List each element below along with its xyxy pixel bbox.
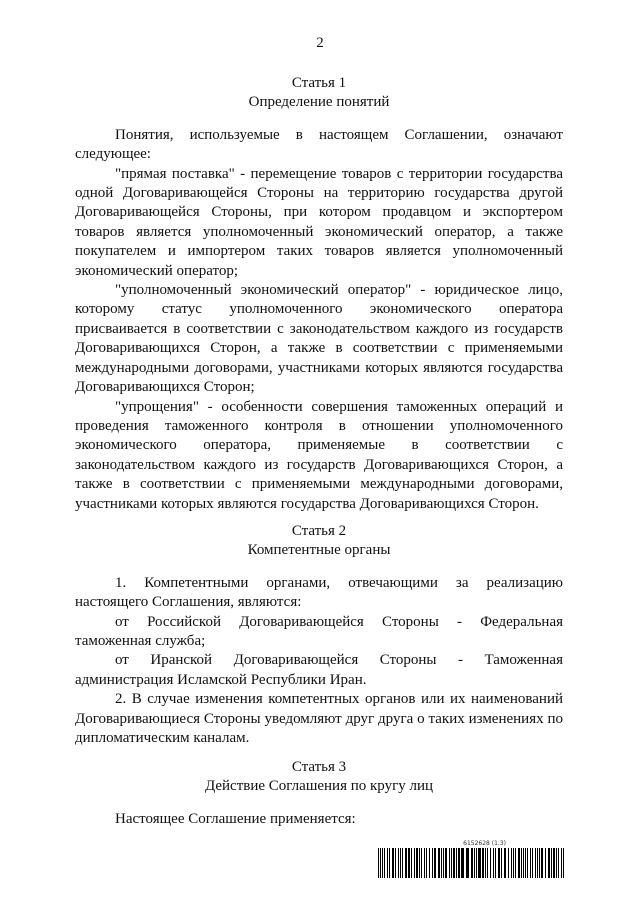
article-2-subtitle: Компетентные органы	[247, 542, 391, 559]
article-1-paragraph-3: "уполномоченный экономический оператор" - юридическое лицо, которому статус уполномоченного экономического оператора присваивается в соответствии с законодательством каждого из государств Договаривающихся Сторон, а также в соответствии с применяемыми международными договорами, участниками которых являются государства Договаривающихся Сторон;	[75, 282, 563, 396]
article-1-title: Статья 1	[291, 75, 347, 91]
article-2-paragraph-4: 2. В случае изменения компетентных органов или их наименований Договаривающиеся Стороны уведомляют друг друга о таких изменениях по дипломатическим каналам.	[75, 691, 563, 747]
article-1-subtitle: Определение понятий	[248, 94, 390, 111]
article-2	[75, 522, 563, 748]
barcode-block	[378, 839, 564, 878]
barcode-image	[378, 848, 564, 878]
article-1-paragraph-1: Понятия, используемые в настоящем Соглашении, означают следующее:	[75, 126, 563, 163]
article-1	[75, 74, 563, 514]
article-3-title: Статья 3	[291, 759, 347, 775]
article-2-paragraph-3: от Иранской Договаривающейся Стороны - Таможенная администрация Исламской Республики Иран.	[75, 652, 563, 688]
page-number: 2	[316, 35, 324, 51]
article-3	[75, 758, 563, 829]
article-1-paragraph-4: "упрощения" - особенности совершения таможенных операций и проведения таможенного контроля в отношении уполномоченного экономического оператора, применяемые в соответствии с законодательством каждого из государств Договаривающихся Сторон, а также в соответствии с применяемыми международными договорами, участниками которых являются государства Договаривающихся Сторон.	[75, 398, 563, 512]
article-1-paragraph-2: "прямая поставка" - перемещение товаров с территории государства одной Договаривающейся Стороны на территорию государства другой Договаривающейся Стороны, при котором продавцом и экспортером товаров является уполномоченный экономический оператор, а также покупателем и импортером таких товаров является уполномоченный экономический оператор;	[75, 165, 563, 279]
article-3-paragraph-1: Настоящее Соглашение применяется:	[115, 810, 356, 827]
article-3-subtitle: Действие Соглашения по кругу лиц	[204, 778, 434, 795]
article-2-paragraph-1: 1. Компетентными органами, отвечающими за реализацию настоящего Соглашения, являются:	[75, 574, 563, 611]
barcode-label: 6152628 (1.3)	[463, 840, 506, 847]
article-2-title: Статья 2	[291, 523, 347, 539]
article-2-paragraph-2: от Российской Договаривающейся Стороны - Федеральная таможенная служба;	[75, 613, 563, 650]
